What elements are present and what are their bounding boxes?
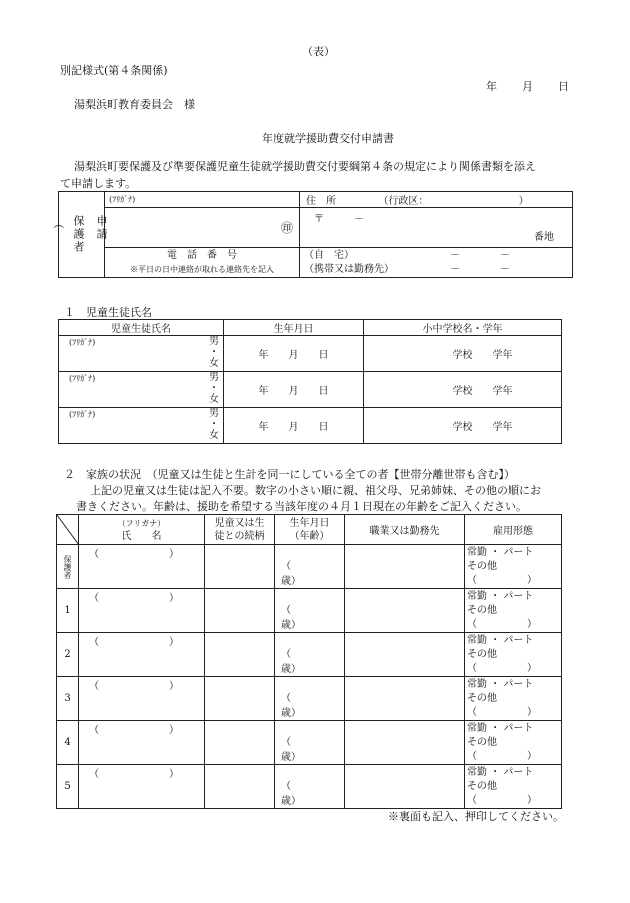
home-phone-label: （自 宅） [304,249,354,261]
phone-field[interactable] [300,248,573,278]
address-label: 住 所 [306,196,336,207]
col-student-name: 児童生徒氏名 [59,320,224,336]
col-employment: 雇用形態 [465,515,562,545]
intro-line-1: 湯梨浜町要保護及び準要保護児童生徒就学援助費交付要綱第４条の規定により関係書類を添え [74,160,536,173]
family-name-field[interactable] [79,765,205,809]
employment-options[interactable]: 常勤 ・ パート [467,766,534,778]
employment-field[interactable] [465,721,562,765]
side-label-guardian: 保護者 [72,215,85,254]
intro-line-2: て申請します。 [60,177,137,190]
employment-field[interactable] [465,677,562,721]
birth-age-field[interactable] [275,545,345,589]
furigana-label: (ﾌﾘｶﾞﾅ) [69,374,96,383]
birth-age-field[interactable] [275,677,345,721]
furigana-label: (ﾌﾘｶﾞﾅ) [69,410,96,419]
job-field[interactable] [345,589,465,633]
employment-other-paren: （ ） [467,750,537,762]
family-row [57,545,562,589]
sex-female[interactable]: 女 [209,430,219,441]
job-field[interactable] [345,633,465,677]
birthdate-field[interactable]: 年 月 日 [224,408,364,444]
date-month: 月 [522,80,533,93]
employment-options[interactable]: 常勤 ・ パート [467,546,534,558]
student-name-field[interactable] [59,372,224,408]
family-row [57,721,562,765]
employment-options[interactable]: 常勤 ・ パート [467,590,534,602]
ward-label: （行政区： [378,196,429,207]
student-name-field[interactable] [59,408,224,444]
header-corner-cell [57,515,79,545]
job-field[interactable] [345,765,465,809]
row-number: 5 [57,765,79,809]
applicant-table [52,191,573,278]
relation-field[interactable] [205,545,275,589]
employment-other-paren: （ ） [467,574,537,586]
family-name-field[interactable] [79,633,205,677]
side-paren-open: （ [52,218,65,229]
side-label-applicant: 申請 [95,215,108,241]
mobile-phone-label: （携帯又は勤務先） [304,263,394,275]
row-number: 1 [57,589,79,633]
family-row [57,765,562,809]
student-row [59,372,562,408]
ward-close: ） [518,196,529,207]
name-furigana-paren: （ ） [89,593,179,604]
school-grade-field[interactable]: 学校 学年 [364,408,562,444]
family-name-field[interactable] [79,721,205,765]
col-relation-line1: 児童又は生 [214,517,265,529]
job-field[interactable] [345,721,465,765]
employment-other[interactable]: その他 [467,692,497,704]
seal-mark: ㊞ [280,221,293,235]
sex-male[interactable]: 男 [209,336,219,347]
job-field[interactable] [345,677,465,721]
employment-other[interactable]: その他 [467,648,497,660]
name-furigana-paren: （ ） [89,681,179,692]
relation-field[interactable] [205,721,275,765]
col-name-furigana: （フリガナ） [117,518,166,528]
employment-field[interactable] [465,633,562,677]
employment-other[interactable]: その他 [467,560,497,572]
employment-other-paren: （ ） [467,662,537,674]
birth-age-field[interactable] [275,721,345,765]
section2-note-2: 書きください。年齢は、援助を希望する当該年度の４月１日現在の年齢をご記入ください。 [76,500,527,513]
col-job: 職業又は勤務先 [345,515,465,545]
row-label-guardian: 保護者 [57,545,79,589]
family-name-field[interactable] [79,677,205,721]
employment-other[interactable]: その他 [467,780,497,792]
relation-field[interactable] [205,633,275,677]
address-field[interactable] [300,208,573,248]
age-paren: （ 歳） [281,693,331,719]
family-row [57,677,562,721]
family-name-field[interactable] [79,545,205,589]
sex-male[interactable]: 男 [209,372,219,383]
applicant-side-label [52,192,108,278]
date-year: 年 [486,80,497,93]
name-furigana-paren: （ ） [89,725,179,736]
school-grade-field[interactable]: 学校 学年 [364,336,562,372]
col-name-label: 氏 名 [121,530,162,542]
page-face-label: （表） [302,45,335,58]
relation-field[interactable] [205,765,275,809]
birth-age-field[interactable] [275,633,345,677]
section1-heading: １ 児童生徒氏名 [64,306,152,319]
students-table [58,319,562,444]
address-header-cell [300,192,573,208]
phone-label-cell [105,248,300,278]
family-row [57,633,562,677]
postal-code: 〒 － [314,214,364,225]
student-row [59,336,562,372]
sex-female[interactable]: 女 [209,394,219,405]
furigana-label: (ﾌﾘｶﾞﾅ) [109,195,136,204]
sex-selector[interactable] [209,336,219,369]
student-row [59,408,562,444]
birthdate-field[interactable]: 年 月 日 [224,372,364,408]
relation-field[interactable] [205,677,275,721]
birth-age-field[interactable] [275,589,345,633]
applicant-name-field[interactable] [105,208,300,248]
employment-options[interactable]: 常勤 ・ パート [467,634,534,646]
home-phone-dash: － － [450,250,510,261]
employment-other-paren: （ ） [467,706,537,718]
banchi-label: 番地 [534,232,554,243]
col-birth-line1: 生年月日 [289,517,330,529]
age-paren: （ 歳） [281,781,331,807]
row-number: 4 [57,721,79,765]
addressee: 湯梨浜町教育委員会 様 [74,98,195,111]
student-name-field[interactable] [59,336,224,372]
col-name [79,515,205,545]
phone-label: 電 話 番 号 [167,249,237,261]
sex-separator: ・ [209,419,219,430]
section2-note-1: 上記の児童又は生徒は記入不要。数字の小さい順に親、祖父母、兄弟姉妹、その他の順にお [90,484,541,497]
name-furigana-paren: （ ） [89,549,179,560]
document-title: 年度就学援助費交付申請書 [262,132,394,145]
col-birth [275,515,345,545]
row-number: 3 [57,677,79,721]
corner-diagonal-line [57,515,79,545]
sex-female[interactable]: 女 [209,358,219,369]
phone-note: ※平日の日中連絡が取れる連絡先を記入 [130,264,274,274]
school-grade-field[interactable]: 学校 学年 [364,372,562,408]
employment-other[interactable]: その他 [467,604,497,616]
date-day: 日 [558,80,569,93]
employment-other-paren: （ ） [467,794,537,806]
employment-options[interactable]: 常勤 ・ パート [467,722,534,734]
employment-options[interactable]: 常勤 ・ パート [467,678,534,690]
col-birth-line2: （年齢） [289,530,330,542]
col-school-grade: 小中学校名・学年 [364,320,562,336]
employment-other[interactable]: その他 [467,736,497,748]
name-furigana-paren: （ ） [89,637,179,648]
birthdate-field[interactable]: 年 月 日 [224,336,364,372]
form-reference: 別記様式(第４条関係) [60,64,168,77]
employment-other-paren: （ ） [467,618,537,630]
age-paren: （ 歳） [281,561,331,587]
age-paren: （ 歳） [281,605,331,631]
relation-field[interactable] [205,589,275,633]
sex-separator: ・ [209,383,219,394]
age-paren: （ 歳） [281,737,331,763]
family-table [56,514,562,809]
footer-note: ※裏面も記入、押印してください。 [388,810,564,823]
col-birthdate: 生年月日 [224,320,364,336]
job-field[interactable] [345,545,465,589]
employment-field[interactable] [465,545,562,589]
family-name-field[interactable] [79,589,205,633]
sex-selector[interactable] [209,372,219,405]
col-relation-line2: 徒との続柄 [214,530,265,542]
furigana-label: (ﾌﾘｶﾞﾅ) [69,338,96,347]
name-furigana-paren: （ ） [89,769,179,780]
employment-field[interactable] [465,765,562,809]
sex-selector[interactable] [209,408,219,441]
family-row [57,589,562,633]
section2-heading: ２ 家族の状況 （児童又は生徒と生計を同一にしている全ての者【世帯分離世帯も含む】） [64,468,515,481]
col-relation [205,515,275,545]
mobile-phone-dash: － － [450,264,510,275]
sex-male[interactable]: 男 [209,408,219,419]
row-number: 2 [57,633,79,677]
applicant-furigana-cell[interactable] [105,192,300,208]
age-paren: （ 歳） [281,649,331,675]
sex-separator: ・ [209,347,219,358]
employment-field[interactable] [465,589,562,633]
birth-age-field[interactable] [275,765,345,809]
